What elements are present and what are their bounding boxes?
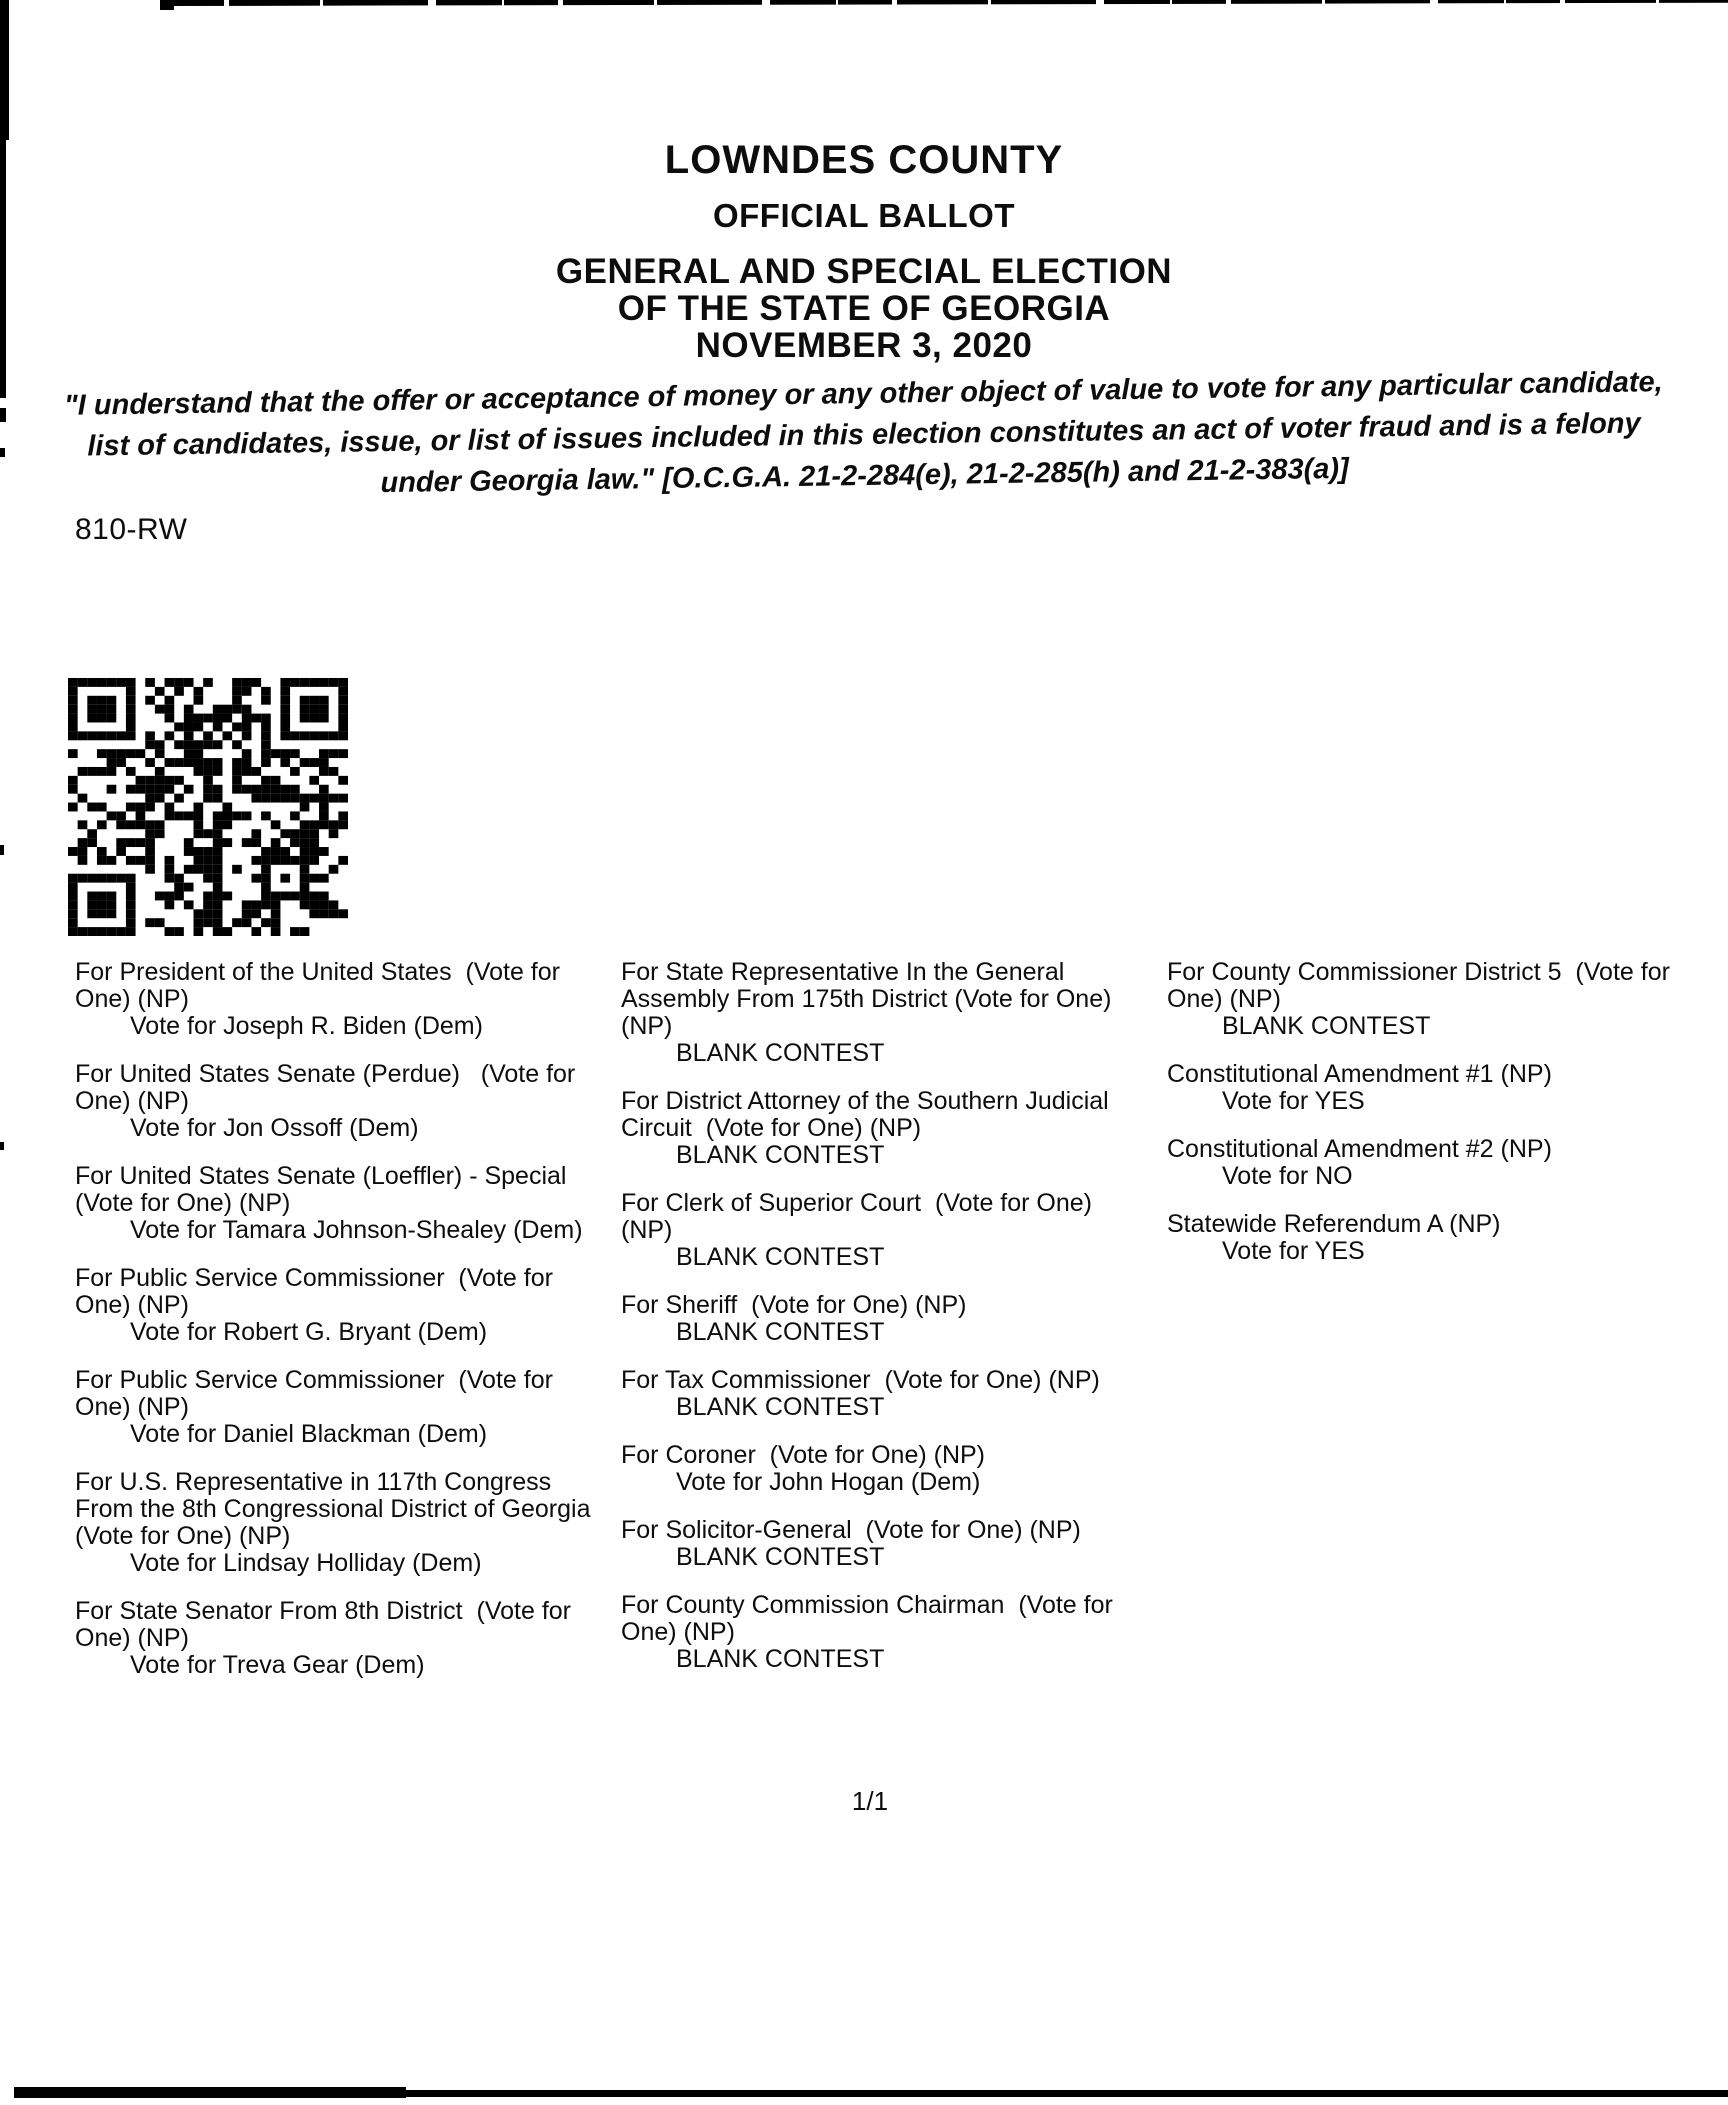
contest-block <box>621 1517 1141 1571</box>
ballot-type-title: OFFICIAL BALLOT <box>712 197 1016 234</box>
voter-fraud-disclaimer: "I understand that the offer or acceptance of money or any other object of value to vote for any particular candidate, list of candidates, issue, or list of issues included in this election constitutes an act of voter fraud and is a felony under Georgia law." [O.C.G.A. 21-2-284(e), 21-2-285(h) and 21-2-383(a)] <box>63 366 1663 500</box>
contest-selection: BLANK CONTEST <box>676 1039 885 1067</box>
contest-column-3 <box>1167 959 1687 1700</box>
scan-artifact-left-bar-thick <box>0 0 9 140</box>
contest-selection: Vote for Joseph R. Biden (Dem) <box>130 1012 483 1040</box>
contest-block <box>75 1163 595 1244</box>
qr-code-pattern <box>68 678 348 936</box>
contest-selection: BLANK CONTEST <box>676 1318 885 1346</box>
ballot-header <box>0 138 1728 364</box>
contest-selection: Vote for YES <box>1222 1087 1365 1115</box>
contest-title: For United States Senate (Loeffler) - Special (Vote for One) (NP) <box>75 1162 581 1217</box>
contest-block <box>621 959 1141 1067</box>
contest-selection: BLANK CONTEST <box>676 1141 885 1169</box>
contest-title: Constitutional Amendment #1 (NP) <box>1167 1060 1552 1088</box>
contest-selection: Vote for Daniel Blackman (Dem) <box>130 1420 488 1448</box>
contest-block <box>1167 959 1687 1040</box>
contest-block <box>75 1468 598 1577</box>
contest-title: Statewide Referendum A (NP) <box>1167 1210 1501 1238</box>
contest-selection: BLANK CONTEST <box>676 1543 885 1571</box>
contest-selection: Vote for Treva Gear (Dem) <box>130 1651 425 1679</box>
contest-block <box>621 1292 1141 1346</box>
contest-selection: Vote for Tamara Johnson-Shealey (Dem) <box>130 1216 583 1244</box>
qr-code <box>68 678 348 936</box>
contest-title: For United States Senate (Perdue) (Vote for One) (NP) <box>75 1060 583 1115</box>
contest-selection: Vote for Lindsay Holliday (Dem) <box>130 1549 482 1577</box>
contest-title: For Public Service Commissioner (Vote for One) (NP) <box>75 1366 560 1421</box>
contest-selection: Vote for Jon Ossoff (Dem) <box>130 1114 419 1142</box>
scan-artifact-left-mark <box>0 1142 4 1150</box>
contest-title: For Coroner (Vote for One) (NP) <box>621 1441 986 1469</box>
contest-block <box>621 1088 1141 1169</box>
contest-block <box>75 1061 595 1142</box>
contest-block <box>75 1265 595 1346</box>
contest-selection: Vote for YES <box>1222 1237 1365 1265</box>
contest-title: For Clerk of Superior Court (Vote for One) (NP) <box>621 1189 1099 1244</box>
contest-selection: BLANK CONTEST <box>676 1393 885 1421</box>
contest-column-1 <box>75 958 598 1700</box>
contest-title: For Sheriff (Vote for One) (NP) <box>621 1291 967 1319</box>
contest-block <box>621 1367 1141 1421</box>
contest-block <box>75 959 595 1040</box>
contest-block <box>1167 1136 1687 1190</box>
contest-selection: Vote for John Hogan (Dem) <box>676 1468 981 1496</box>
contest-title: For Tax Commissioner (Vote for One) (NP) <box>621 1366 1100 1394</box>
contest-block <box>75 1367 595 1448</box>
page-number: 1/1 <box>851 1786 889 1816</box>
contest-title: For State Senator From 8th District (Vote for One) (NP) <box>75 1597 578 1652</box>
contest-selection: Vote for Robert G. Bryant (Dem) <box>130 1318 488 1346</box>
contest-title: For State Representative In the General Assembly From 175th District (Vote for One) (NP) <box>621 958 1119 1040</box>
scan-artifact-top-mark <box>160 0 174 10</box>
contest-title: For District Attorney of the Southern Judicial Circuit (Vote for One) (NP) <box>621 1087 1116 1142</box>
election-title-line1: GENERAL AND SPECIAL ELECTION <box>555 252 1173 291</box>
contest-block <box>1167 1061 1687 1115</box>
contest-selection: BLANK CONTEST <box>1222 1012 1431 1040</box>
contest-title: For Solicitor-General (Vote for One) (NP) <box>621 1516 1081 1544</box>
scan-artifact-bottom-line <box>14 2087 406 2098</box>
contest-block <box>75 1598 595 1679</box>
contest-title: Constitutional Amendment #2 (NP) <box>1167 1135 1552 1163</box>
contest-title: For County Commissioner District 5 (Vote for One) (NP) <box>1167 958 1677 1013</box>
contest-selection: Vote for NO <box>1222 1162 1353 1190</box>
ballot-style-code: 810-RW <box>75 513 188 546</box>
election-date: NOVEMBER 3, 2020 <box>695 326 1033 365</box>
scan-artifact-top-line <box>170 0 1728 6</box>
contest-block <box>621 1190 1141 1271</box>
contest-column-2 <box>621 959 1141 1700</box>
scan-artifact-left-mark <box>0 845 4 855</box>
contest-columns <box>75 959 1687 1700</box>
contest-block <box>621 1442 1141 1496</box>
contest-selection: BLANK CONTEST <box>676 1645 885 1673</box>
contest-selection: BLANK CONTEST <box>676 1243 885 1271</box>
scan-artifact-left-mark <box>0 448 5 457</box>
scan-artifact-bottom-line <box>406 2090 1728 2097</box>
contest-title: For U.S. Representative in 117th Congress From the 8th Congressional District of Georgia (Vote for One) (NP) <box>75 1468 598 1550</box>
election-title-line2: OF THE STATE OF GEORGIA <box>617 289 1111 328</box>
county-title: LOWNDES COUNTY <box>664 138 1064 182</box>
scan-artifact-left-mark <box>0 408 6 422</box>
contest-title: For President of the United States (Vote for One) (NP) <box>75 958 567 1013</box>
contest-block <box>621 1592 1141 1673</box>
contest-title: For Public Service Commissioner (Vote for One) (NP) <box>75 1264 560 1319</box>
contest-title: For County Commission Chairman (Vote for One) (NP) <box>621 1591 1120 1646</box>
contest-block <box>1167 1211 1687 1265</box>
